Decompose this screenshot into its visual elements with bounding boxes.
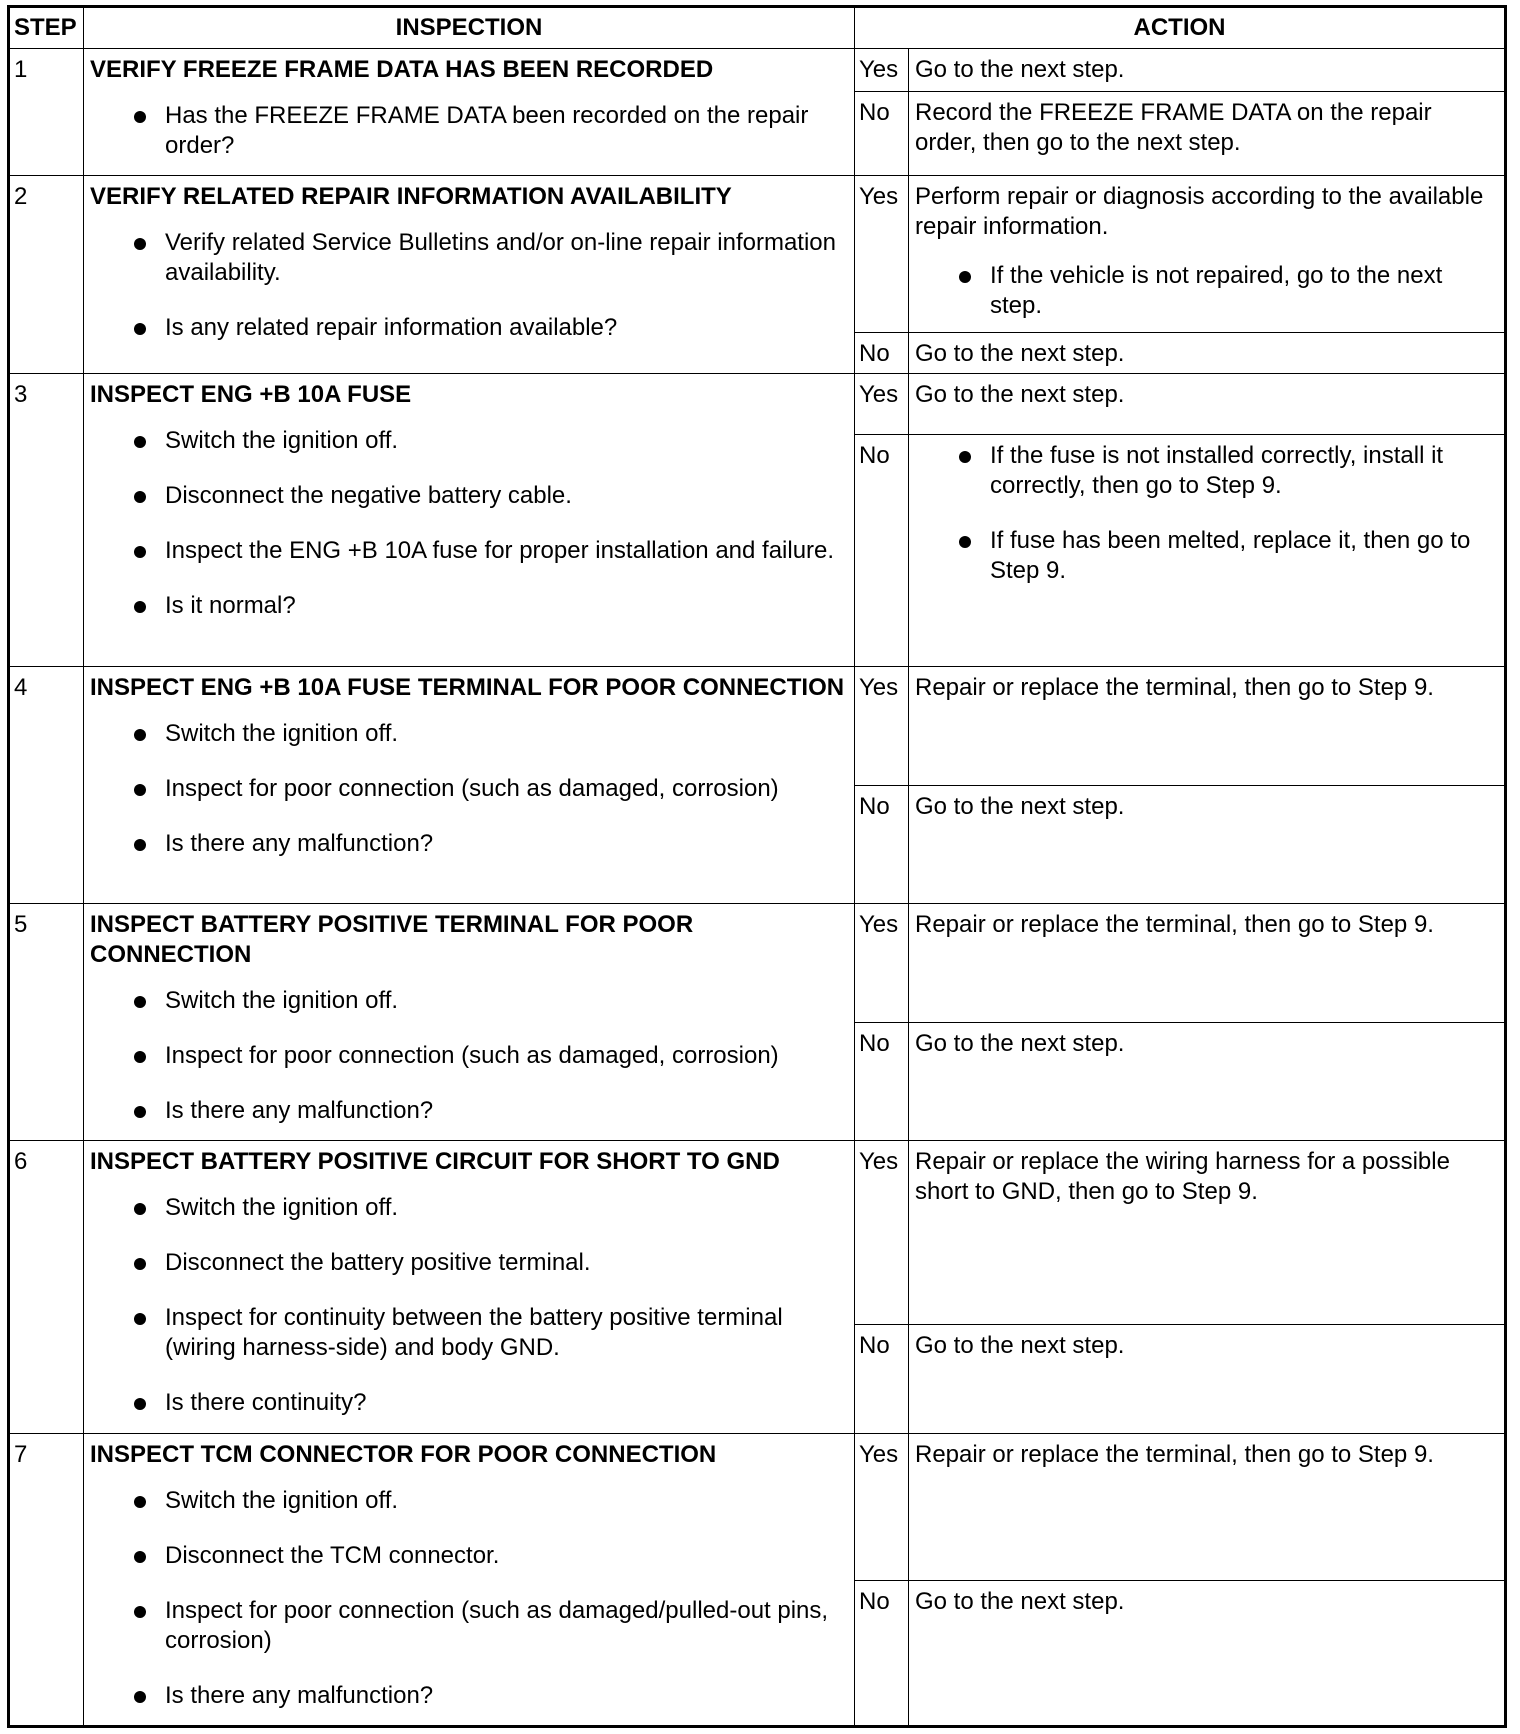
inspection-bullet: Inspect for poor connection (such as damaged, corrosion) <box>165 1041 848 1071</box>
inspection-cell <box>84 1434 855 1727</box>
no-action <box>909 786 1506 904</box>
action-text: Repair or replace the terminal, then go to Step 9. <box>915 1441 1434 1468</box>
inspection-title: INSPECT TCM CONNECTOR FOR POOR CONNECTION <box>90 1441 717 1468</box>
yes-action <box>909 667 1506 786</box>
inspection-title: VERIFY FREEZE FRAME DATA HAS BEEN RECORDED <box>90 56 714 83</box>
inspection-cell <box>84 1141 855 1434</box>
action-bullet: If the vehicle is not repaired, go to the next step. <box>990 261 1498 321</box>
no-label: No <box>855 786 909 904</box>
inspection-bullet: Is there any malfunction? <box>165 1096 848 1126</box>
yes-label: Yes <box>855 1141 909 1325</box>
yes-action <box>909 374 1506 435</box>
no-label: No <box>855 1581 909 1727</box>
inspection-bullets <box>90 719 848 859</box>
yes-label: Yes <box>855 49 909 92</box>
inspection-title: VERIFY RELATED REPAIR INFORMATION AVAILABILITY <box>90 183 732 210</box>
inspection-cell <box>84 49 855 176</box>
no-label: No <box>855 435 909 667</box>
action-text: Repair or replace the terminal, then go to Step 9. <box>915 674 1434 701</box>
step-row-yes <box>9 904 1506 1023</box>
no-label: No <box>855 1023 909 1141</box>
inspection-title: INSPECT BATTERY POSITIVE CIRCUIT FOR SHORT TO GND <box>90 1148 780 1175</box>
inspection-bullet: Inspect the ENG +B 10A fuse for proper installation and failure. <box>165 536 848 566</box>
inspection-title: INSPECT ENG +B 10A FUSE TERMINAL FOR POOR CONNECTION <box>90 674 845 701</box>
action-text: Go to the next step. <box>915 340 1125 367</box>
step-row-yes <box>9 374 1506 435</box>
no-action <box>909 1581 1506 1727</box>
inspection-title: INSPECT ENG +B 10A FUSE <box>90 381 412 408</box>
step-row-yes <box>9 1141 1506 1325</box>
step-number: 5 <box>9 904 84 1141</box>
yes-label: Yes <box>855 667 909 786</box>
header-row <box>9 7 1506 49</box>
step-number: 2 <box>9 176 84 374</box>
inspection-bullets <box>90 1486 848 1711</box>
no-action <box>909 1325 1506 1434</box>
inspection-bullet: Is any related repair information available? <box>165 313 848 343</box>
no-action <box>909 435 1506 667</box>
diagnostic-procedure-table <box>7 5 1507 1728</box>
action-text: Go to the next step. <box>915 1588 1125 1615</box>
inspection-bullets <box>90 426 848 621</box>
inspection-bullet: Disconnect the negative battery cable. <box>165 481 848 511</box>
action-column-header: ACTION <box>855 7 1506 49</box>
action-text: Repair or replace the wiring harness for a possible short to GND, then go to Step 9. <box>915 1148 1450 1205</box>
yes-action <box>909 1141 1506 1325</box>
yes-label: Yes <box>855 1434 909 1581</box>
action-bullets <box>915 261 1498 321</box>
inspection-cell <box>84 904 855 1141</box>
step-row-yes <box>9 667 1506 786</box>
inspection-bullet: Disconnect the TCM connector. <box>165 1541 848 1571</box>
inspection-bullet: Switch the ignition off. <box>165 426 848 456</box>
action-bullets <box>915 441 1498 586</box>
inspection-bullet: Verify related Service Bulletins and/or on-line repair information availability. <box>165 228 848 288</box>
inspection-bullets <box>90 228 848 343</box>
inspection-bullet: Switch the ignition off. <box>165 986 848 1016</box>
inspection-bullet: Inspect for continuity between the battery positive terminal (wiring harness-side) and body GND. <box>165 1303 848 1363</box>
yes-label: Yes <box>855 904 909 1023</box>
yes-label: Yes <box>855 176 909 333</box>
inspection-title: INSPECT BATTERY POSITIVE TERMINAL FOR POOR CONNECTION <box>90 911 694 968</box>
step-number: 1 <box>9 49 84 176</box>
inspection-bullet: Inspect for poor connection (such as damaged, corrosion) <box>165 774 848 804</box>
step-number: 7 <box>9 1434 84 1727</box>
step-number: 3 <box>9 374 84 667</box>
step-row-yes <box>9 1434 1506 1581</box>
inspection-bullets <box>90 1193 848 1418</box>
step-number: 6 <box>9 1141 84 1434</box>
action-text: Go to the next step. <box>915 1030 1125 1057</box>
step-row-yes <box>9 49 1506 92</box>
inspection-bullet: Switch the ignition off. <box>165 1193 848 1223</box>
no-label: No <box>855 1325 909 1434</box>
inspection-bullets <box>90 986 848 1126</box>
inspection-cell <box>84 374 855 667</box>
step-column-header: STEP <box>9 7 84 49</box>
action-text: Go to the next step. <box>915 381 1125 408</box>
inspection-bullet: Disconnect the battery positive terminal. <box>165 1248 848 1278</box>
inspection-cell <box>84 176 855 374</box>
inspection-bullet: Inspect for poor connection (such as damaged/pulled-out pins, corrosion) <box>165 1596 848 1656</box>
no-label: No <box>855 333 909 374</box>
inspection-bullet: Is there continuity? <box>165 1388 848 1418</box>
inspection-bullets <box>90 101 848 161</box>
inspection-column-header: INSPECTION <box>84 7 855 49</box>
no-action <box>909 1023 1506 1141</box>
action-bullet: If fuse has been melted, replace it, then go to Step 9. <box>990 526 1498 586</box>
inspection-bullet: Is there any malfunction? <box>165 829 848 859</box>
inspection-bullet: Switch the ignition off. <box>165 719 848 749</box>
no-label: No <box>855 92 909 176</box>
inspection-bullet: Is it normal? <box>165 591 848 621</box>
yes-action <box>909 176 1506 333</box>
inspection-bullet: Switch the ignition off. <box>165 1486 848 1516</box>
action-text: Go to the next step. <box>915 56 1125 83</box>
action-bullet: If the fuse is not installed correctly, install it correctly, then go to Step 9. <box>990 441 1498 501</box>
inspection-cell <box>84 667 855 904</box>
step-row-yes <box>9 176 1506 333</box>
action-text: Record the FREEZE FRAME DATA on the repair order, then go to the next step. <box>915 99 1432 156</box>
yes-action <box>909 49 1506 92</box>
no-action <box>909 92 1506 176</box>
step-number: 4 <box>9 667 84 904</box>
yes-action <box>909 904 1506 1023</box>
yes-action <box>909 1434 1506 1581</box>
action-text: Go to the next step. <box>915 1332 1125 1359</box>
yes-label: Yes <box>855 374 909 435</box>
action-text: Repair or replace the terminal, then go to Step 9. <box>915 911 1434 938</box>
inspection-bullet: Has the FREEZE FRAME DATA been recorded on the repair order? <box>165 101 848 161</box>
steps-body <box>9 49 1506 1727</box>
action-text: Go to the next step. <box>915 793 1125 820</box>
inspection-bullet: Is there any malfunction? <box>165 1681 848 1711</box>
action-text: Perform repair or diagnosis according to the available repair information. <box>915 183 1484 240</box>
no-action <box>909 333 1506 374</box>
